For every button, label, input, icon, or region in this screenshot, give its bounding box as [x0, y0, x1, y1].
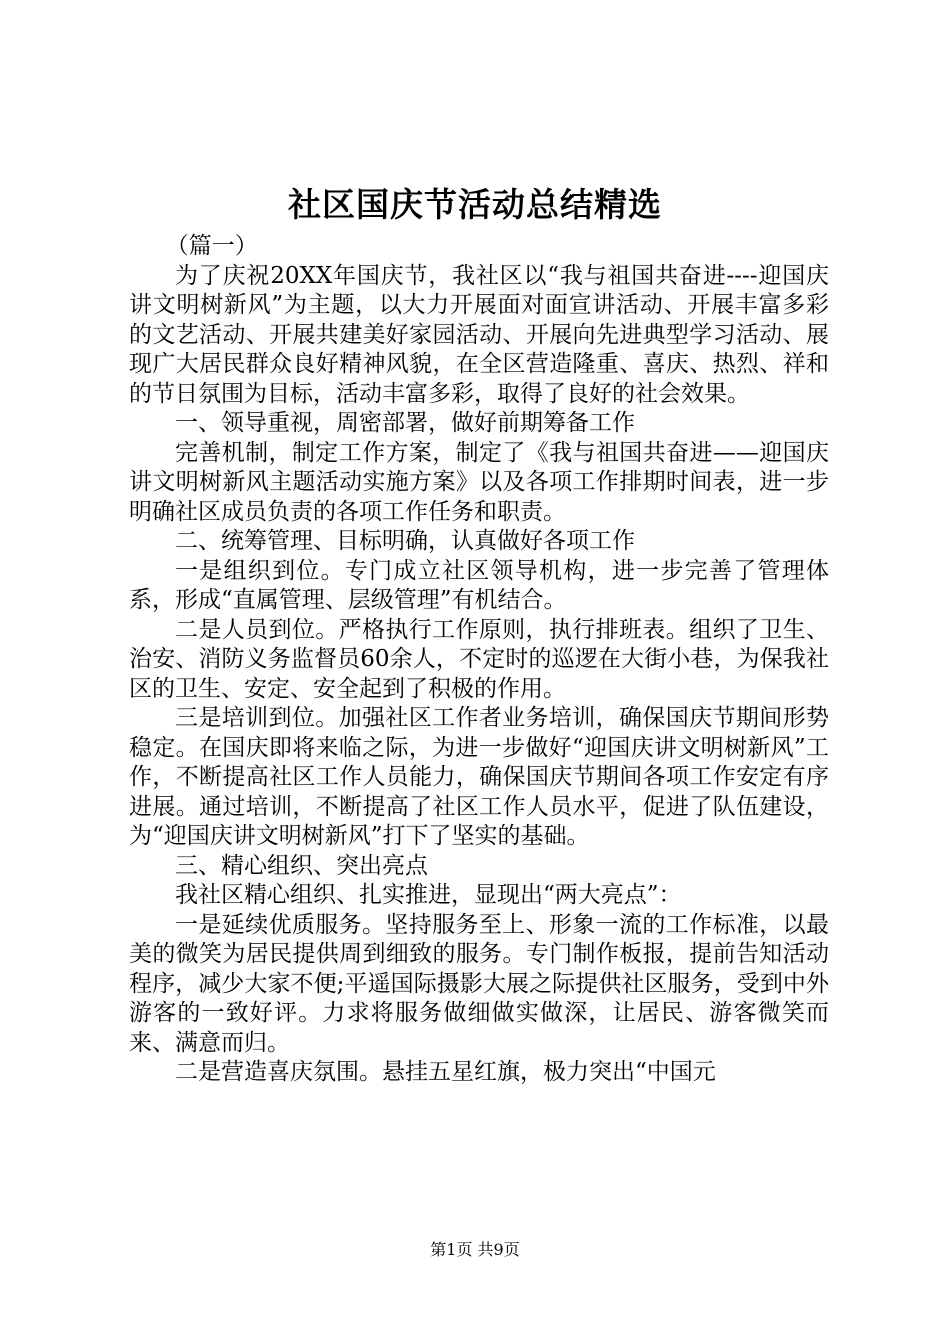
heading-section-2: 二、统筹管理、目标明确，认真做好各项工作 — [175, 528, 635, 554]
paragraph-highlights: 我社区精心组织、扎实推进，显现出“两大亮点”： — [175, 882, 682, 908]
document-body — [129, 232, 829, 1088]
paragraph-training: 三是培训到位。加强社区工作者业务培训，确保国庆节期间形势稳定。在国庆即将来临之际，为进一步做好“迎国庆讲文明树新风”工作，不断提高社区工作人员能力，确保国庆节期间各项工作安定有序进展。通过培训，不断提高了社区工作人员水平，促进了队伍建设，为“迎国庆讲文明树新风”打下了坚实的基础。 — [129, 705, 829, 849]
heading-section-1: 一、领导重视，周密部署，做好前期筹备工作 — [175, 410, 635, 436]
section-label: （篇一） — [165, 233, 258, 259]
paragraph-intro: 为了庆祝20XX年国庆节，我社区以“我与祖国共奋进----迎国庆讲文明树新风”为主题，以大力开展面对面宣讲活动、开展丰富多彩的文艺活动、开展共建美好家园活动、开展向先进典型学习活动、展现广大居民群众良好精神风貌，在全区营造隆重、喜庆、热烈、祥和的节日氛围为目标，活动丰富多彩，取得了良好的社会效果。 — [129, 262, 829, 407]
page-indicator: 第1页 共9页 — [430, 1240, 520, 1259]
paragraph-atmosphere: 二是营造喜庆氛围。悬挂五星红旗，极力突出“中国元 — [175, 1059, 716, 1085]
paragraph-organization: 一是组织到位。专门成立社区领导机构，进一步完善了管理体系，形成“直属管理、层级管理”有机结合。 — [129, 557, 829, 613]
heading-section-3: 三、精心组织、突出亮点 — [175, 852, 428, 879]
document-title: 社区国庆节活动总结精选 — [288, 185, 662, 224]
paragraph-mechanism: 完善机制，制定工作方案，制定了《我与祖国共奋进——迎国庆讲文明树新风主题活动实施方案》以及各项工作排期时间表，进一步明确社区成员负责的各项工作任务和职责。 — [129, 439, 829, 525]
paragraph-service: 一是延续优质服务。坚持服务至上、形象一流的工作标准，以最美的微笑为居民提供周到细致的服务。专门制作板报，提前告知活动程序，减少大家不便;平遥国际摄影大展之际提供社区服务，受到中外游客的一致好评。力求将服务做细做实做深，让居民、游客微笑而来、满意而归。 — [129, 911, 829, 1056]
paragraph-personnel: 二是人员到位。严格执行工作原则，执行排班表。组织了卫生、治安、消防义务监督员60余人，不定时的巡逻在大街小巷，为保我社区的卫生、安定、安全起到了积极的作用。 — [129, 616, 829, 702]
